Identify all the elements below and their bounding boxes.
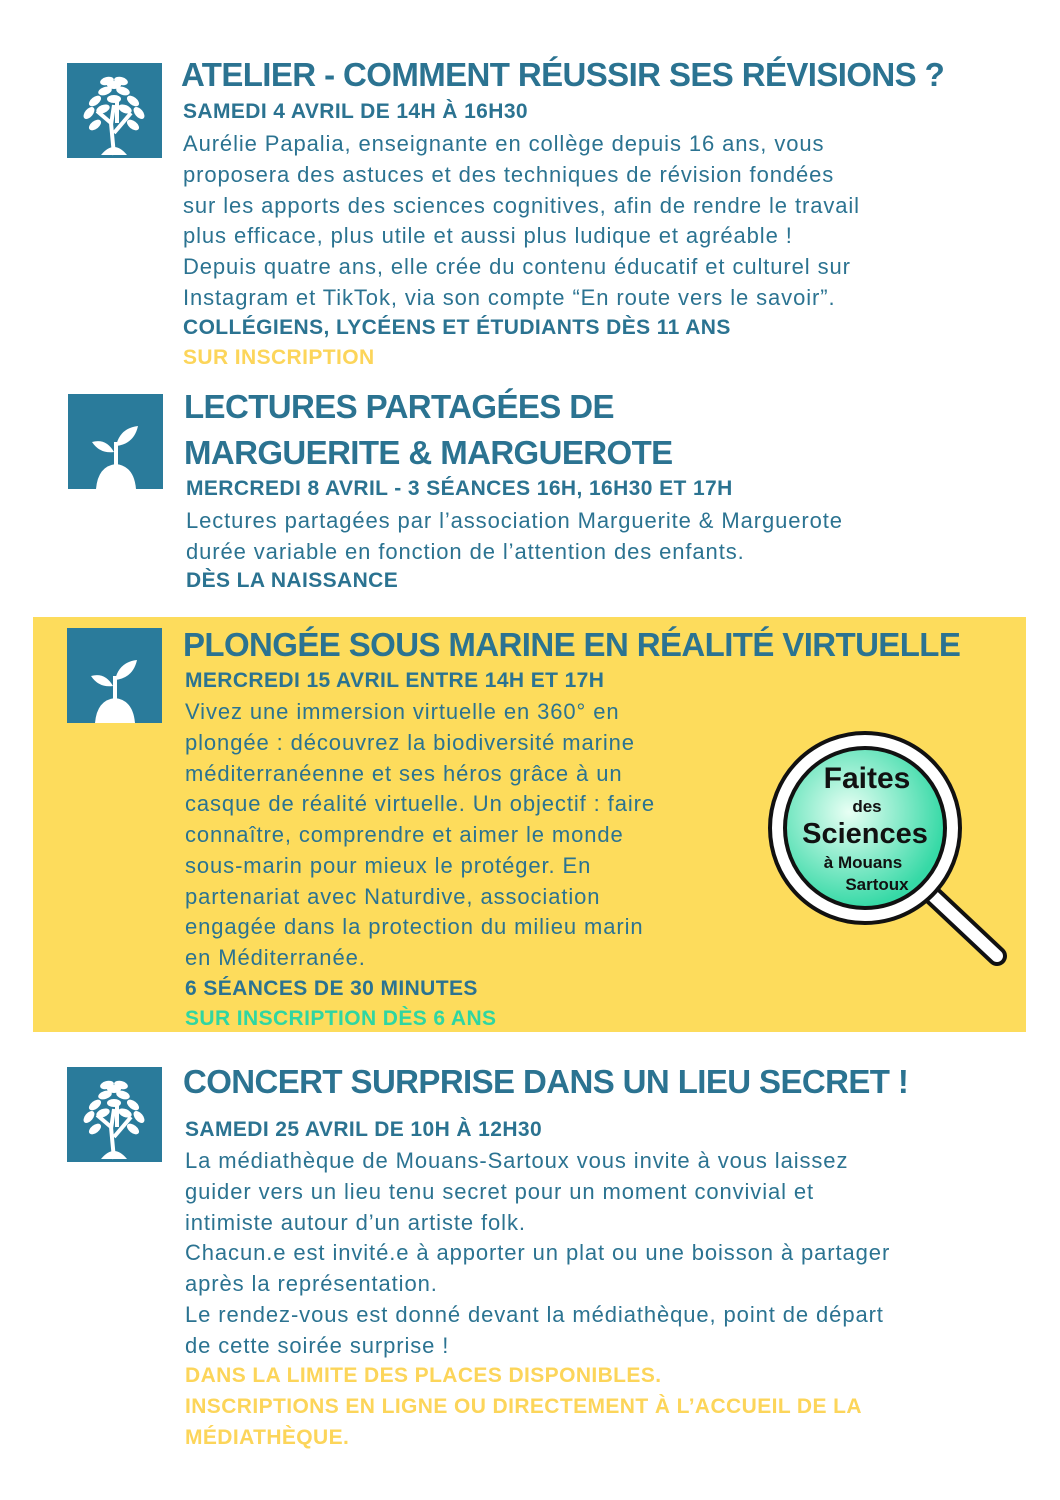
event-description-line: proposera des astuces et des techniques de révision fondées — [183, 161, 835, 187]
event-description-line: sur les apports des sciences cognitives, afin de rendre le travail — [183, 192, 860, 218]
logo-text: Faites — [823, 762, 911, 795]
event-date: MERCREDI 8 AVRIL - 3 SÉANCES 16H, 16H30 ET 17H — [186, 477, 733, 500]
event-description-line: en Méditerranée. — [185, 945, 366, 970]
event-description-line: Le rendez-vous est donné devant la médiathèque, point de départ — [185, 1302, 884, 1327]
event-description-line: partenariat avec Naturdive, association — [185, 883, 601, 909]
event-description-line: intimiste autour d’un artiste folk. — [185, 1209, 526, 1235]
event-description-line: méditerranéenne et ses héros grâce à un — [185, 760, 623, 786]
logo-text: des — [852, 797, 882, 816]
faites-des-sciences-logo — [765, 728, 1015, 978]
sprout-icon — [67, 628, 162, 723]
tree-icon — [67, 1067, 162, 1162]
sprout-icon — [68, 394, 163, 489]
event-date: MERCREDI 15 AVRIL ENTRE 14H ET 17H — [185, 669, 605, 692]
event-registration-note: MÉDIATHÈQUE. — [185, 1426, 350, 1449]
event-description-line: Depuis quatre ans, elle crée du contenu éducatif et culturel sur — [183, 254, 851, 280]
event-registration-note: DANS LA LIMITE DES PLACES DISPONIBLES. — [185, 1364, 662, 1387]
event-registration-note: SUR INSCRIPTION DÈS 6 ANS — [185, 1007, 497, 1030]
event-description-line: Lectures partagées par l’association Marguerite & Marguerote — [186, 508, 843, 533]
event-audience: 6 SÉANCES DE 30 MINUTES — [185, 977, 478, 1000]
event-description-line: La médiathèque de Mouans-Sartoux vous invite à vous laissez — [185, 1148, 849, 1173]
event-title: CONCERT SURPRISE DANS UN LIEU SECRET ! — [183, 1063, 909, 1100]
event-audience: DÈS LA NAISSANCE — [186, 569, 399, 592]
event-date: SAMEDI 4 AVRIL DE 14H À 16H30 — [183, 100, 528, 123]
logo-text: à Mouans — [823, 853, 903, 872]
event-description-line: durée variable en fonction de l’attention des enfants. — [186, 538, 745, 564]
event-title: LECTURES PARTAGÉES DE — [184, 388, 614, 425]
event-description-line: après la représentation. — [185, 1271, 438, 1297]
event-description-line: Aurélie Papalia, enseignante en collège depuis 16 ans, vous — [183, 131, 825, 156]
event-description-line: connaître, comprendre et aimer le monde — [185, 822, 624, 847]
event-description-line: engagée dans la protection du milieu marin — [185, 914, 644, 940]
event-audience: COLLÉGIENS, LYCÉENS ET ÉTUDIANTS DÈS 11 ANS — [183, 316, 731, 339]
event-description-line: sous-marin pour mieux le protéger. En — [185, 852, 592, 878]
event-title: PLONGÉE SOUS MARINE EN RÉALITÉ VIRTUELLE — [183, 626, 961, 663]
logo-text: Sciences — [802, 818, 928, 850]
event-description-line: casque de réalité virtuelle. Un objectif : faire — [185, 791, 655, 817]
event-description-line: plus efficace, plus utile et aussi plus ludique et agréable ! — [183, 223, 793, 249]
event-description-line: de cette soirée surprise ! — [185, 1332, 450, 1358]
event-description-line: Instagram et TikTok, via son compte “En route vers le savoir”. — [183, 285, 836, 310]
logo-text: Sartoux — [845, 875, 909, 894]
event-description-line: Chacun.e est invité.e à apporter un plat ou une boisson à partager — [185, 1240, 891, 1266]
event-description-line: Vivez une immersion virtuelle en 360° en — [185, 699, 620, 724]
event-description-line: plongée : découvrez la biodiversité marine — [185, 729, 635, 755]
event-registration-note: SUR INSCRIPTION — [183, 346, 375, 369]
event-registration-note: INSCRIPTIONS EN LIGNE OU DIRECTEMENT À L’ACCUEIL DE LA — [185, 1395, 862, 1418]
event-date: SAMEDI 25 AVRIL DE 10H À 12H30 — [185, 1118, 543, 1141]
event-description-line: guider vers un lieu tenu secret pour un moment convivial et — [185, 1178, 815, 1204]
tree-icon — [67, 63, 162, 158]
event-title: ATELIER - COMMENT RÉUSSIR SES RÉVISIONS ? — [181, 56, 945, 93]
event-title: MARGUERITE & MARGUEROTE — [184, 434, 673, 471]
